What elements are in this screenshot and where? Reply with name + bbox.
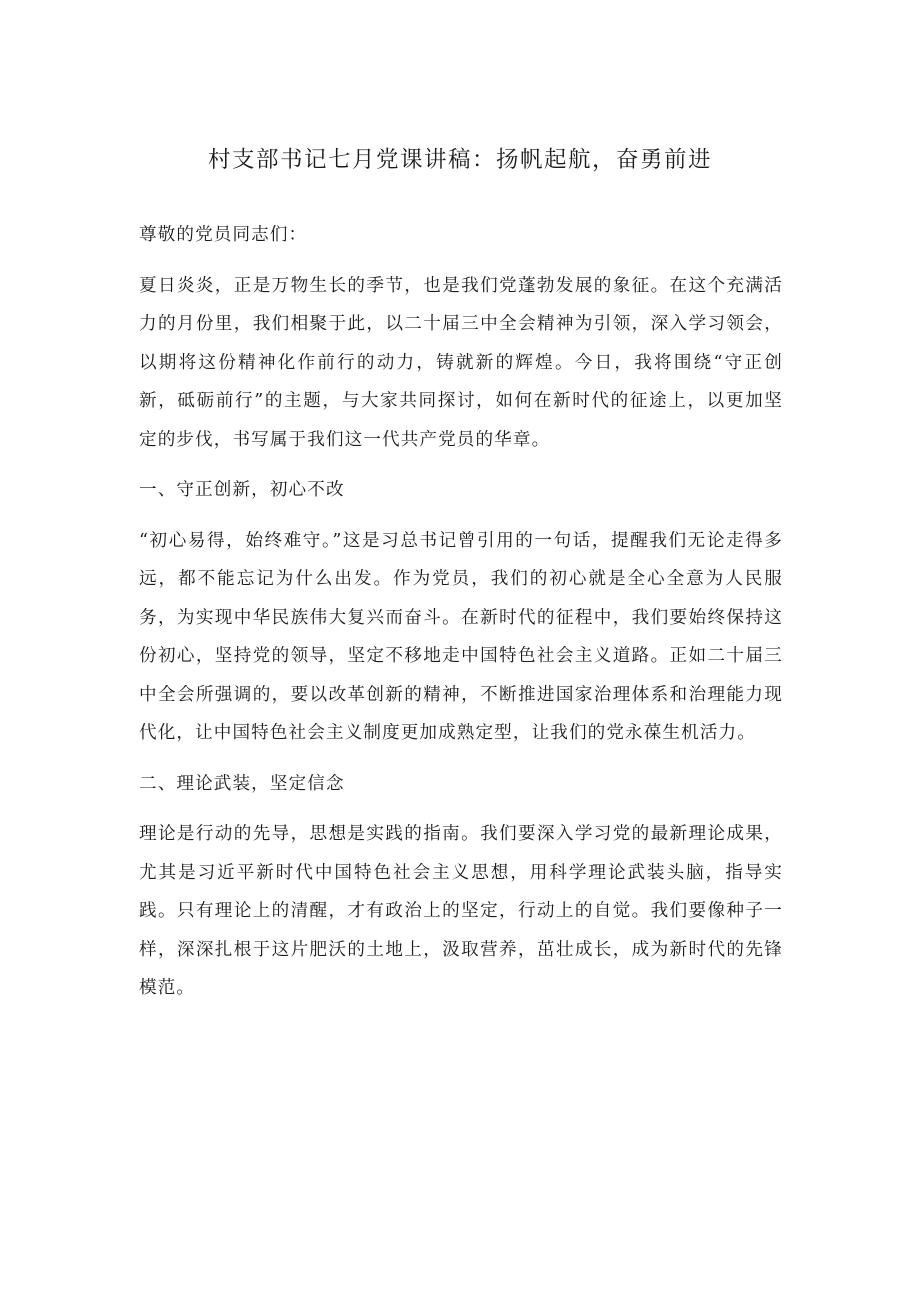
section-2-heading: 二、理论武装，坚定信念 (139, 773, 345, 794)
section-2-paragraph: 理论是行动的先导，思想是实践的指南。我们要深入学习党的最新理论成果，尤其是习近平新时代中国特色社会主义思想，用科学理论武装头脑，指导实践。只有理论上的清醒，才有政治上的坚定，行动上的自觉。我们要像种子一样，深深扎根于这片肥沃的土地上，汲取营养，茁壮成长，成为新时代的先锋模范。 (139, 824, 783, 998)
document-body (139, 216, 783, 1020)
section-1-paragraph: “初心易得，始终难守。”这是习总书记曾引用的一句话，提醒我们无论走得多远，都不能忘记为什么出发。作为党员，我们的初心就是全心全意为人民服务，为实现中华民族伟大复兴而奋斗。在新时代的征程中，我们要始终保持这份初心，坚持党的领导，坚定不移地走中国特色社会主义道路。正如二十届三中全会所强调的，要以改革创新的精神，不断推进国家治理体系和治理能力现代化，让中国特色社会主义制度更加成熟定型，让我们的党永葆生机活力。 (139, 530, 783, 743)
salutation: 尊敬的党员同志们： (139, 225, 308, 245)
section-1-heading: 一、守正创新，初心不改 (139, 480, 345, 500)
intro-paragraph: 夏日炎炎，正是万物生长的季节，也是我们党蓬勃发展的象征。在这个充满活力的月份里，我们相聚于此，以二十届三中全会精神为引领，深入学习领会，以期将这份精神化作前行的动力，铸就新的辉煌。今日，我将围绕“守正创新，砥砺前行”的主题，与大家共同探讨，如何在新时代的征途上，以更加坚定的步伐，书写属于我们这一代共产党员的华章。 (139, 275, 783, 450)
document-title: 村支部书记七月党课讲稿：扬帆起航，奋勇前进 (207, 147, 712, 173)
